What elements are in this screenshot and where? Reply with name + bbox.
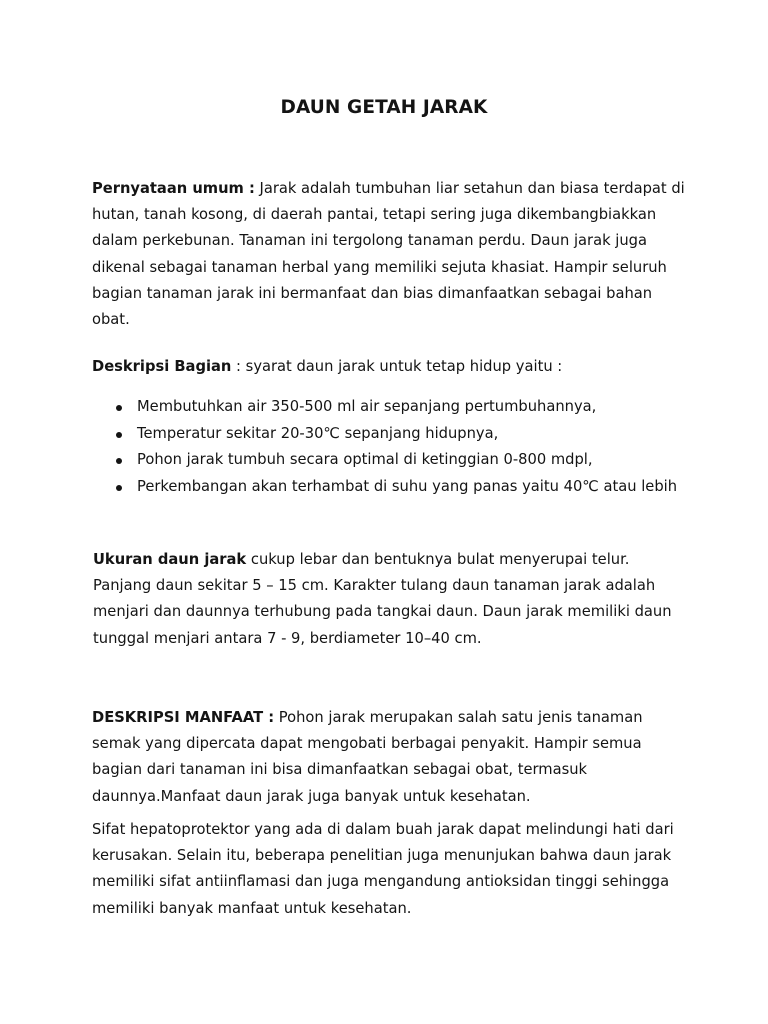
deskripsi-bagian-text: : syarat daun jarak untuk tetap hidup yaitu : xyxy=(231,358,563,375)
list-item-text: Membutuhkan air 350-500 ml air sepanjang pertumbuhannya, xyxy=(137,398,597,415)
bullet-icon xyxy=(116,458,122,464)
paragraph-sifat-hepatoprotektor: Sifat hepatoprotektor yang ada di dalam buah jarak dapat melindungi hati dari kerusakan. Selain itu, beberapa penelitian juga menunjukan bahwa daun jarak memiliki sifat antiinflamasi dan juga mengandung antioksidan tinggi sehingga memiliki banyak manfaat untuk kesehatan. xyxy=(92,821,674,917)
list-item-text: Pohon jarak tumbuh secara optimal di ketinggian 0-800 mdpl, xyxy=(137,451,593,468)
pernyataan-label: Pernyataan umum : xyxy=(92,180,255,197)
bullet-icon xyxy=(116,432,122,438)
ukuran-label: Ukuran daun jarak xyxy=(93,551,247,568)
bullet-icon xyxy=(116,405,122,411)
list-item xyxy=(110,447,710,474)
syarat-bullet-list xyxy=(110,394,710,500)
document-title: DAUN GETAH JARAK xyxy=(280,97,488,118)
paragraph-pernyataan-umum xyxy=(92,176,688,333)
ukuran-text: cukup lebar dan bentuknya bulat menyerupai telur. Panjang daun sekitar 5 – 15 cm. Karakter tulang daun tanaman jarak adalah menjari dan daunnya terhubung pada tangkai daun. Daun jarak memiliki daun tunggal menjari antara 7 - 9, berdiameter 10–40 cm. xyxy=(93,551,672,647)
list-item-text: Perkembangan akan terhambat di suhu yang panas yaitu 40℃ atau lebih xyxy=(137,477,678,495)
list-item xyxy=(110,474,710,501)
paragraph-ukuran-daun xyxy=(93,547,689,652)
paragraph-deskripsi-bagian xyxy=(92,354,688,380)
list-item xyxy=(110,394,710,421)
list-item-text: Temperatur sekitar 20-30℃ sepanjang hidupnya, xyxy=(137,424,499,442)
bullet-icon xyxy=(116,485,122,491)
manfaat-label: DESKRIPSI MANFAAT : xyxy=(92,709,275,726)
manfaat-text: Pohon jarak merupakan salah satu jenis tanaman semak yang dipercata dapat mengobati berbagai penyakit. Hampir semua bagian dari tanaman ini bisa dimanfaatkan sebagai obat, termasuk daunnya.Manfaat daun jarak juga banyak untuk kesehatan. xyxy=(92,709,643,805)
list-item xyxy=(110,421,710,448)
deskripsi-bagian-label: Deskripsi Bagian xyxy=(92,358,232,375)
pernyataan-text: Jarak adalah tumbuhan liar setahun dan biasa terdapat di hutan, tanah kosong, di daerah pantai, tetapi sering juga dikembangbiakkan dalam perkebunan. Tanaman ini tergolong tanaman perdu. Daun jarak juga dikenal sebagai tanaman herbal yang memiliki sejuta khasiat. Hampir seluruh bagian tanaman jarak ini bermanfaat dan bias dimanfaatkan sebagai bahan obat. xyxy=(92,180,685,329)
paragraph-deskripsi-manfaat xyxy=(92,705,688,810)
